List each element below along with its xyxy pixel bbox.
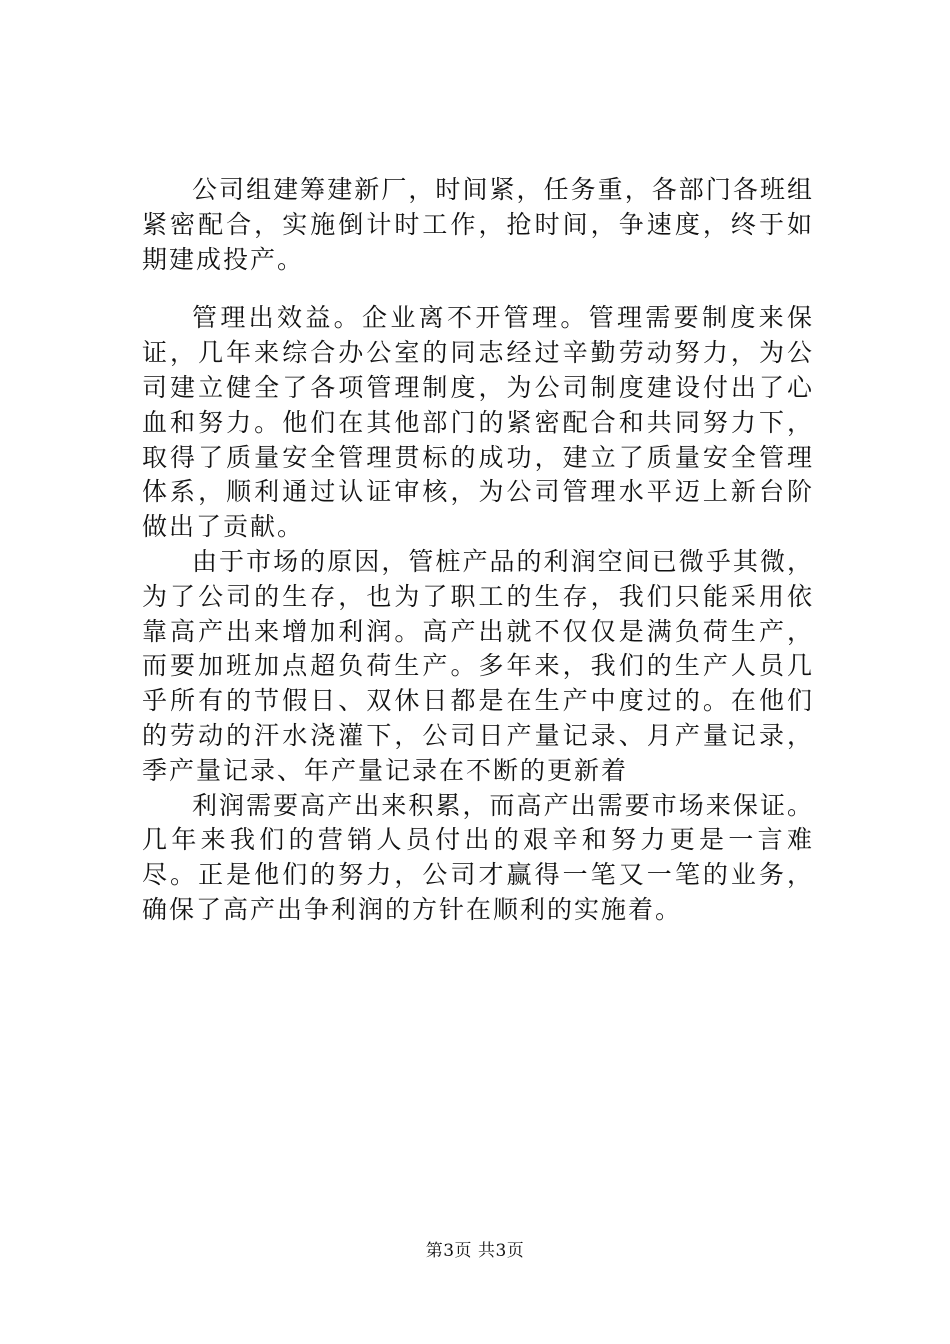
- paragraph-2: 管理出效益。企业离不开管理。管理需要制度来保证，几年来综合办公室的同志经过辛勤劳动努力，为公司建立健全了各项管理制度，为公司制度建设付出了心血和努力。他们在其他部门的紧密配合和共同努力下，取得了质量安全管理贯标的成功，建立了质量安全管理体系，顺利通过认证审核，为公司管理水平迈上新台阶做出了贡献。: [142, 303, 814, 542]
- document-body: [142, 173, 814, 928]
- paragraph-3: 由于市场的原因，管桩产品的利润空间已微乎其微，为了公司的生存，也为了职工的生存，我们只能采用依靠高产出来增加利润。高产出就不仅仅是满负荷生产，而要加班加点超负荷生产。多年来，我们的生产人员几乎所有的节假日、双休日都是在生产中度过的。在他们的劳动的汗水浇灌下，公司日产量记录、月产量记录，季产量记录、年产量记录在不断的更新着: [142, 546, 814, 785]
- paragraph-4: 利润需要高产出来积累，而高产出需要市场来保证。几年来我们的营销人员付出的艰辛和努力更是一言难尽。正是他们的努力，公司才赢得一笔又一笔的业务，确保了高产出争利润的方针在顺利的实施着。: [142, 790, 814, 924]
- paragraph-1: 公司组建筹建新厂，时间紧，任务重，各部门各班组紧密配合，实施倒计时工作，抢时间，争速度，终于如期建成投产。: [142, 175, 814, 274]
- page-number-footer: 第3页 共3页: [425, 1241, 525, 1261]
